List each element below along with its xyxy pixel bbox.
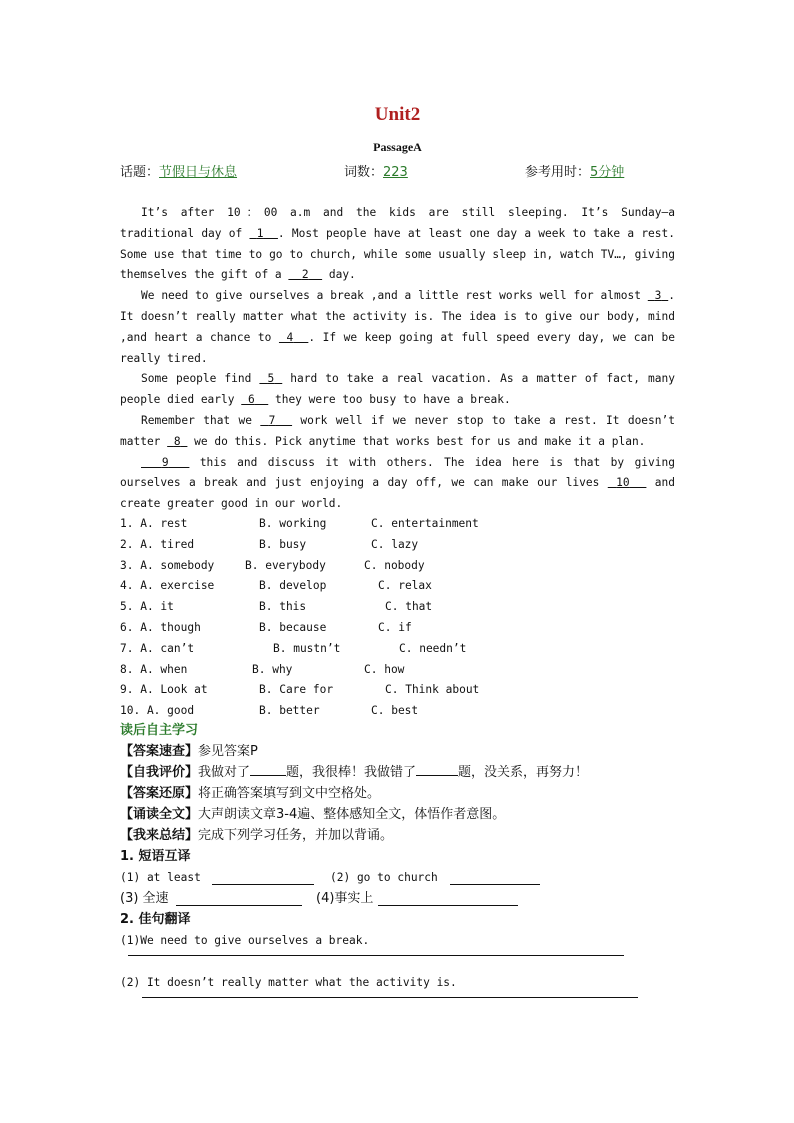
option-row-3: 3. A. somebody B. everybody C. nobody xyxy=(120,558,425,572)
phrase-row-1: (1) at least (2) go to church xyxy=(120,867,675,888)
passage-subtitle: PassageA xyxy=(373,140,422,154)
time-value: 5分钟 xyxy=(590,165,625,180)
self-study-section xyxy=(120,720,675,1014)
self-study-heading: 读后自主学习 xyxy=(120,723,199,738)
paragraph-2: We need to give ourselves a break ,and a little rest works well for almost 3 . It doesn’t really matter what the activity is. The idea is to give our body, mind ,and heart a chance to 4 . If we keep going at full speed every day, we can be really tired. xyxy=(120,289,675,365)
option-row-5: 5. A. it B. this C. that xyxy=(120,600,433,614)
phrase-1-blank[interactable] xyxy=(212,872,314,885)
paragraph-4: Remember that we 7 work well if we never stop to take a rest. It doesn’t matter 8 we do this. Pick anytime that works best for us and make it a plan. xyxy=(120,413,675,448)
blank-10: 10 xyxy=(616,476,630,490)
word-count-info: 词数：223 xyxy=(344,165,408,180)
sentence-2-answer[interactable] xyxy=(120,993,675,1014)
paragraph-3: Some people find 5 hard to take a real vacation. As a matter of fact, many people died early 6 they were too busy to have a break. xyxy=(120,372,675,407)
blank-2: 2 xyxy=(301,268,309,282)
topic-info: 话题：节假日与休息 xyxy=(120,165,238,180)
time-info: 参考用时：5分钟 xyxy=(525,165,625,180)
blank-5: 5 xyxy=(267,372,275,386)
answer-lookup: 【答案速查】参见答案P xyxy=(120,744,258,759)
reading-passage xyxy=(120,203,675,515)
sentence-1: (1)We need to give ourselves a break. xyxy=(120,934,370,947)
option-row-9: 9. A. Look at B. Care for C. Think about xyxy=(120,683,480,697)
blank-8: 8 xyxy=(173,434,181,448)
summary-task: 【我来总结】完成下列学习任务，并加以背诵。 xyxy=(120,828,394,843)
phrase-2-blank[interactable] xyxy=(450,872,540,885)
phrase-translation-heading: 1. 短语互译 xyxy=(120,849,191,864)
self-evaluation: 【自我评价】我做对了 题，我很棒！我做错了 题，没关系，再努力！ xyxy=(120,765,589,780)
correct-count-blank[interactable] xyxy=(250,763,286,776)
blank-1: 1 xyxy=(256,226,264,240)
paragraph-1: It’s after 10：00 a.m and the kids are still sleeping. It’s Sunday—a traditional day of 1 . Most people have at least one day a week to take a rest. Some use that time to go to church, while some usually sleep in, watch TV…, giving themselves the gift of a 2 day. xyxy=(120,206,675,282)
word-count-value: 223 xyxy=(383,165,408,180)
phrase-4-blank[interactable] xyxy=(378,893,518,906)
blank-3: 3 xyxy=(654,289,662,303)
sentence-2: (2) It doesn’t really matter what the activity is. xyxy=(120,976,457,989)
phrase-3-blank[interactable] xyxy=(176,893,302,906)
option-row-6: 6. A. though B. because C. if xyxy=(120,620,412,634)
option-row-1: 1. A. rest B. working C. entertainment xyxy=(120,517,479,530)
option-row-10: 10. A. good B. better C. best xyxy=(120,704,419,718)
paragraph-5: 9 this and discuss it with others. The idea here is that by giving ourselves a break and just enjoying a day off, we can make our lives 10 and create greater good in our world. xyxy=(120,455,675,511)
blank-4: 4 xyxy=(286,330,294,344)
sentence-2-answer-line xyxy=(142,997,638,998)
sentence-1-answer-line xyxy=(128,955,624,956)
blank-6: 6 xyxy=(248,393,255,407)
answer-restore: 【答案还原】将正确答案填写到文中空格处。 xyxy=(120,786,381,801)
option-row-8: 8. A. when B. why C. how xyxy=(120,662,405,676)
option-row-7: 7. A. can’t B. mustn’t C. needn’t xyxy=(120,641,467,655)
option-row-2: 2. A. tired B. busy C. lazy xyxy=(120,537,419,551)
blank-7: 7 xyxy=(268,413,276,427)
page-title: Unit2 xyxy=(374,104,421,125)
topic-value: 节假日与休息 xyxy=(159,165,238,180)
answer-options xyxy=(120,514,675,722)
option-row-4: 4. A. exercise B. develop C. relax xyxy=(120,579,432,593)
phrase-row-2: (3) 全速 (4)事实上 xyxy=(120,888,675,909)
recite-passage: 【诵读全文】大声朗读文章3-4遍、整体感知全文，体悟作者意图。 xyxy=(120,807,506,822)
wrong-count-blank[interactable] xyxy=(416,763,458,776)
blank-9: 9 xyxy=(161,455,169,469)
sentence-1-answer[interactable] xyxy=(120,951,675,972)
sentence-translation-heading: 2. 佳句翻译 xyxy=(120,912,191,927)
